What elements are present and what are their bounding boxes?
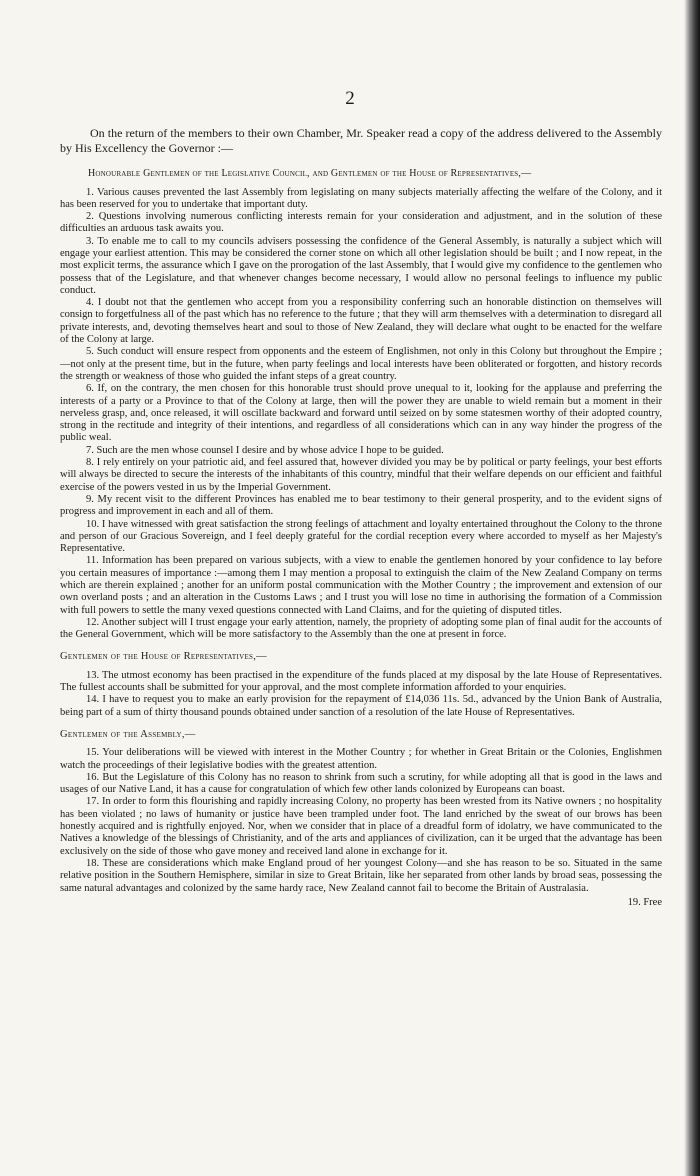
- section-house-of-representatives: [60, 670, 662, 719]
- paragraph-15: 15. Your deliberations will be viewed with interest in the Mother Country ; for whether in Great Britain or the Colonies, Englishmen watch the proceedings of their legislative bodies with the greatest attention.: [60, 747, 662, 771]
- paragraph-12: 12. Another subject will I trust engage your early attention, namely, the propriety of adopting some plan of final audit for the accounts of the General Government, which will be more satisfactory to the Assembly than the one at present in force.: [60, 616, 662, 641]
- paragraph-5: 5. Such conduct will ensure respect from opponents and the esteem of Englishmen, not only in this Colony but throughout the Empire ;—not only at the present time, but in the future, when party feelings and local interests have been obliterated or forgotten, and history records the strength or weakness of those who guided the infant steps of a great country.: [60, 346, 662, 382]
- scan-edge-shadow: [684, 0, 700, 1176]
- paragraph-16: 16. But the Legislature of this Colony has no reason to shrink from such a scrutiny, for while adopting all that is good in the laws and usages of our Native Land, it has a cause for congratulation of which few other lands colonized by Europeans can boast.: [60, 771, 662, 796]
- paragraph-7: 7. Such are the men whose counsel I desire and by whose advice I hope to be guided.: [86, 444, 444, 456]
- page-number: 2: [345, 88, 355, 109]
- section-assembly: [60, 747, 662, 895]
- heading-house-of-representatives: Gentlemen of the House of Representatives,—: [60, 651, 267, 663]
- address-heading: Honourable Gentlemen of the Legislative Council, and Gentlemen of the House of Representatives,—: [88, 168, 532, 179]
- paragraph-17: 17. In order to form this flourishing and rapidly increasing Colony, no property has been wrested from its Native owners ; no hospitality has been violated ; no laws of humanity or justice have been trampled under foot. The land enriched by the sweat of our brows has been honestly acquired and is rightfully enjoyed. Nor, when we consider that in place of a dreadful form of idolatry, we have communicated to the Natives a knowledge of the blessings of Christianity, and of the arts and appliances of civilization, can it be urged that the advantage has been exclusively on the side of those who gave money and received land alone in exchange for it.: [60, 796, 662, 857]
- paragraph-13: 13. The utmost economy has been practised in the expenditure of the funds placed at my disposal by the late House of Representatives. The fullest accounts shall be submitted for your approval, and the most complete information afforded to your enquiries.: [60, 669, 662, 694]
- paragraph-8: 8. I rely entirely on your patriotic aid, and feel assured that, however divided you may be by political or party feelings, your best efforts will always be directed to secure the interests of the inhabitants of this country, mindful that their welfare depends on our efficient and faithful exercise of the powers vested in us by the Imperial Government.: [60, 457, 662, 493]
- heading-assembly: Gentlemen of the Assembly,—: [60, 728, 196, 740]
- paragraph-10: 10. I have witnessed with great satisfaction the strong feelings of attachment and loyalty entertained throughout the Colony to the throne and person of our Gracious Sovereign, and I feel deeply grateful for the cordial reception every where accorded to myself as her Majesty's Representative.: [60, 518, 662, 555]
- paragraph-3: 3. To enable me to call to my councils advisers possessing the confidence of the General Assembly, is naturally a subject which will engage your earliest attention. This may be considered the corner stone on which all other legislation should be built ; and I now repeat, in the most explicit terms, the assurance which I gave on the prorogation of the last Assembly, that I would give my confidence to the gentlemen who possess that of the Legislature, and that whenever changes become necessary, I would allow no personal feelings to influence my public conduct.: [60, 235, 662, 296]
- paragraph-11: 11. Information has been prepared on various subjects, with a view to enable the gentlemen honored by your confidence to lay before you certain measures of importance :—among them I may mention a proposal to extinguish the claim of the New Zealand Company on terms which are therein explained ; another for an uniform postal communication with the Mother Country ; the improvement and extension of our own overland posts ; and an alteration in the Customs Laws ; and I trust you will lose no time in authorising the formation of a Commission with full powers to settle the many vexed questions connected with Land Claims, and for the quieting of disputed titles.: [60, 555, 662, 616]
- paragraph-9: 9. My recent visit to the different Provinces has enabled me to bear testimony to their general prosperity, and to the evident signs of progress and improvement in each and all of them.: [60, 493, 662, 518]
- paragraph-1: 1. Various causes prevented the last Assembly from legislating on many subjects materially affecting the welfare of the Colony, and it has been reserved for you to undertake that important duty.: [60, 186, 662, 210]
- intro-paragraph: On the return of the members to their own Chamber, Mr. Speaker read a copy of the address delivered to the Assembly by His Excellency the Governor :—: [60, 126, 662, 155]
- paragraph-2: 2. Questions involving numerous conflicting interests remain for your consideration and adjustment, and in the solution of these difficulties an arduous task awaits you.: [60, 211, 662, 235]
- section-council-and-house: [60, 187, 662, 642]
- catchword: 19. Free: [627, 896, 662, 908]
- paragraph-6: 6. If, on the contrary, the men chosen for this honorable trust should prove unequal to it, looking for the applause and preferring the interests of a party or a Province to that of the Colony at large, then will the power they are unable to wield remain but a moment in their nerveless grasp, and, once released, it will oscillate backward and forward until seized on by some statesmen worthy of their adopted country, strong in the rectitude and integrity of their intentions, and regardless of all considerations which can in any way hinder the progress of the public weal.: [60, 383, 662, 444]
- paragraph-4: 4. I doubt not that the gentlemen who accept from you a responsibility conferring such an honorable distinction on themselves will consign to forgetfulness all of the past which has no reference to the future ; that they will arm themselves with a determination to disregard all private interests, and, devoting themselves heart and soul to those of New Zealand, they will declare what ought to be enacted for the welfare of the Colony at large.: [60, 297, 662, 346]
- body-text: [60, 126, 662, 909]
- paragraph-14: 14. I have to request you to make an early provision for the repayment of £14,036 11s. 5d., advanced by the Union Bank of Australia, being part of a sum of thirty thousand pounds obtained under sanction of a resolution of the late House of Representatives.: [60, 694, 662, 718]
- paragraph-18: 18. These are considerations which make England proud of her youngest Colony—and she has reason to be so. Situated in the same relative position in the Southern Hemisphere, similar in size to Great Britain, like her separated from other lands by broad seas, possessing the same natural advantages and colonized by the same hardy race, New Zealand cannot fail to become the Britain of Australasia.: [60, 857, 662, 894]
